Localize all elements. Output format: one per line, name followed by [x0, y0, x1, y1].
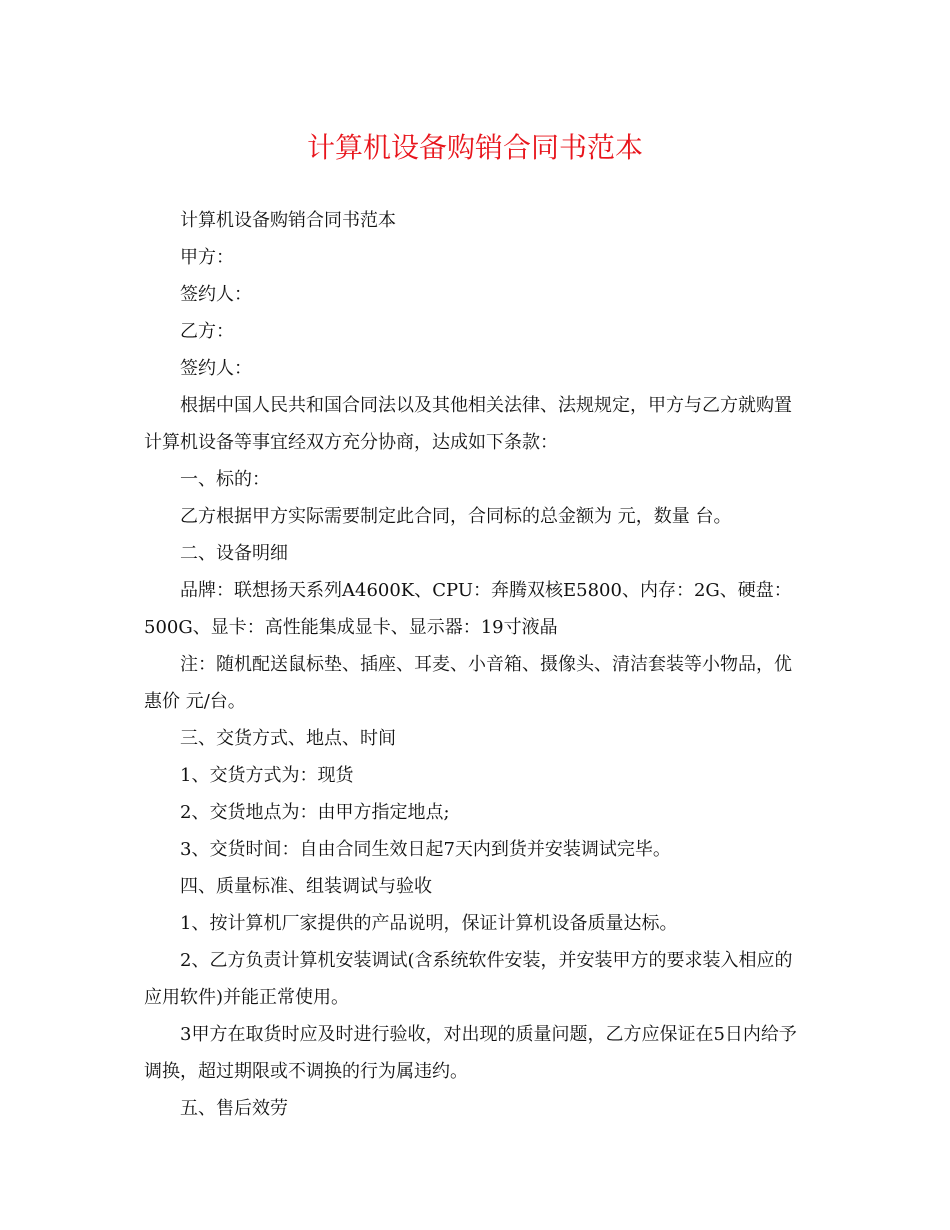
section-heading-delivery: 三、交货方式、地点、时间 [180, 728, 396, 749]
paragraph-party-a: 甲方： [180, 247, 234, 268]
paragraph-party-b-signatory: 签约人： [180, 358, 252, 379]
paragraph-quality-1: 1、按计算机厂家提供的产品说明，保证计算机设备质量达标。 [180, 913, 678, 934]
section-heading-after-sales: 五、售后效劳 [180, 1098, 288, 1119]
paragraph-party-a-signatory: 签约人： [180, 284, 252, 305]
paragraph-quality-2: 2、乙方负责计算机安装调试(含系统软件安装，并安装甲方的要求装入相应的应用软件)并能正常使用。 [144, 950, 793, 1008]
paragraph-equipment-spec: 品牌：联想扬天系列A4600K、CPU：奔腾双核E5800、内存：2G、硬盘：500G、显卡：高性能集成显卡、显示器：19寸液晶 [144, 580, 792, 638]
paragraph-delivery-method: 1、交货方式为：现货 [180, 765, 354, 786]
paragraph-equipment-note: 注：随机配送鼠标垫、插座、耳麦、小音箱、摄像头、清洁套装等小物品，优惠价 元/台。 [144, 654, 792, 712]
section-heading-equipment: 二、设备明细 [180, 543, 288, 564]
paragraph-delivery-time: 3、交货时间：自由合同生效日起7天内到货并安装调试完毕。 [180, 839, 671, 860]
paragraph-subject: 乙方根据甲方实际需要制定此合同，合同标的总金额为 元，数量 台。 [180, 506, 732, 527]
paragraph-preamble: 根据中国人民共和国合同法以及其他相关法律、法规规定，甲方与乙方就购置计算机设备等事宜经双方充分协商，达成如下条款： [144, 395, 792, 453]
section-heading-subject: 一、标的： [180, 469, 270, 490]
section-heading-quality: 四、质量标准、组装调试与验收 [180, 876, 432, 897]
paragraph-heading: 计算机设备购销合同书范本 [180, 210, 396, 231]
paragraph-delivery-location: 2、交货地点为：由甲方指定地点; [180, 802, 450, 823]
document-body [144, 202, 804, 1127]
document-title: 计算机设备购销合同书范本 [306, 131, 643, 164]
paragraph-quality-3: 3甲方在取货时应及时进行验收，对出现的质量问题，乙方应保证在5日内给予调换，超过期限或不调换的行为属违约。 [144, 1024, 797, 1082]
paragraph-party-b: 乙方： [180, 321, 234, 342]
